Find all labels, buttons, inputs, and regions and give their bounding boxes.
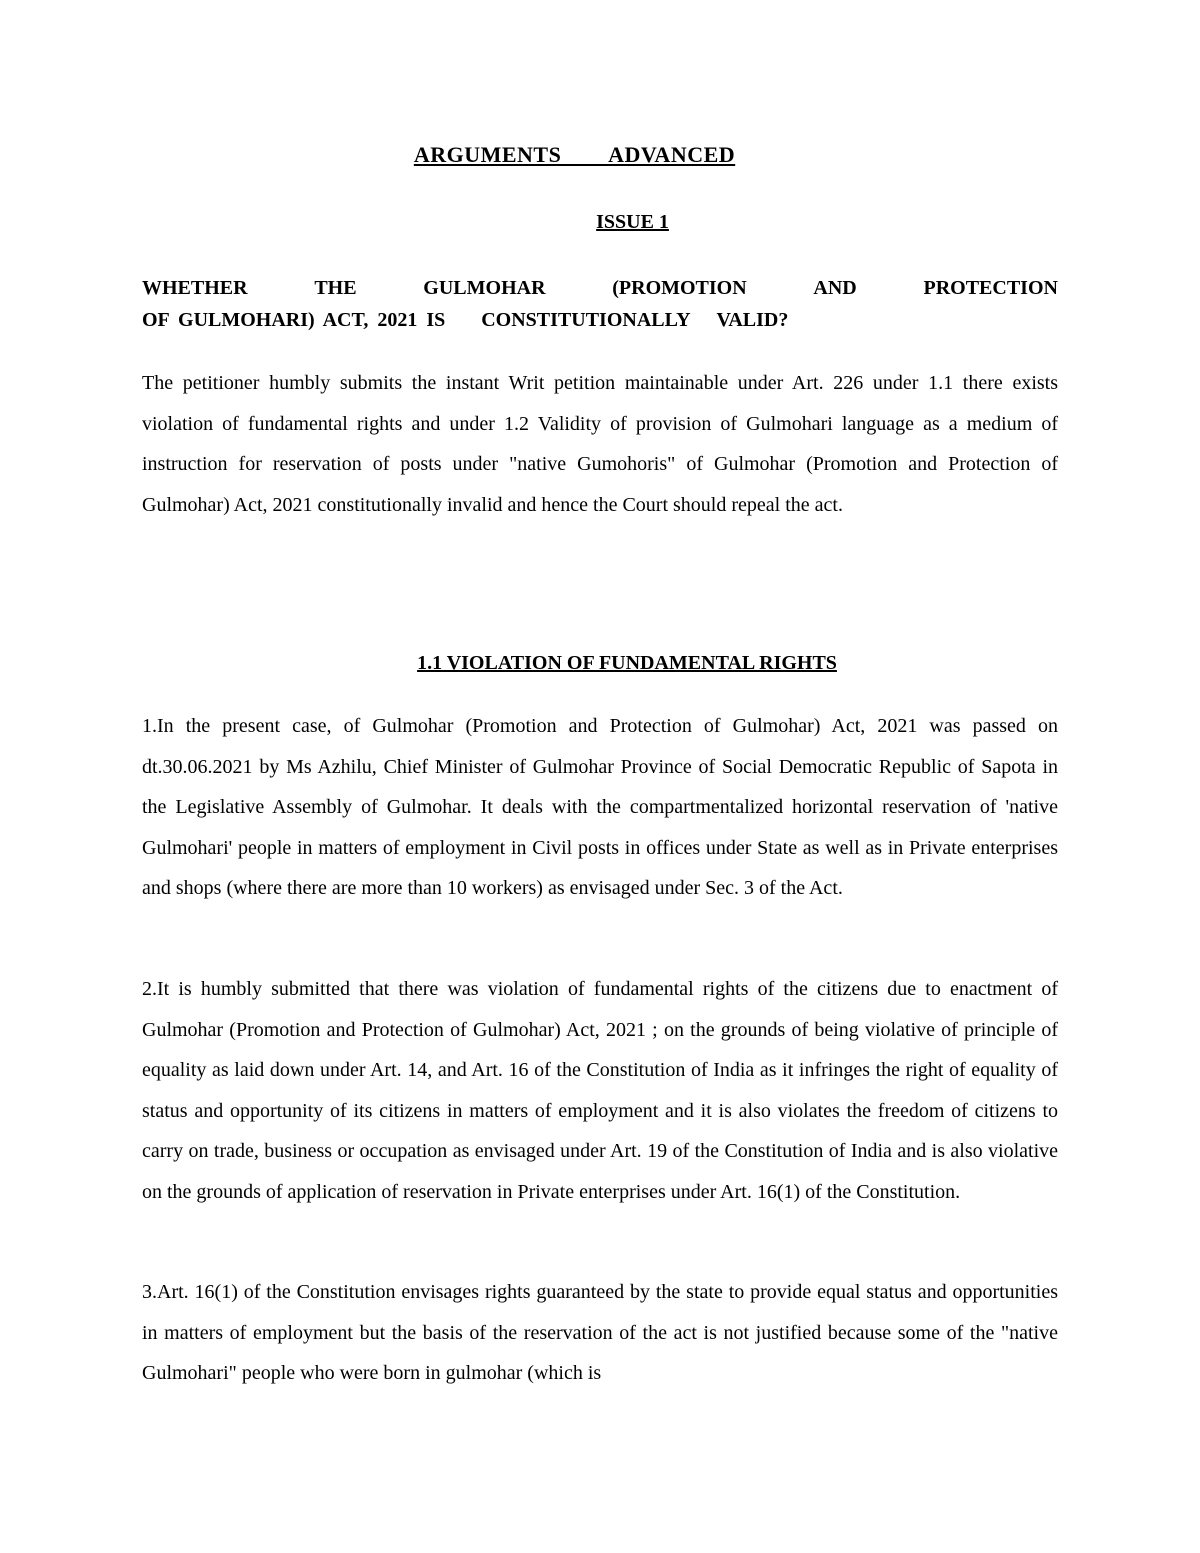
paragraph-1: 1.In the present case, of Gulmohar (Promotion and Protection of Gulmohar) Act, 2021 was passed on dt.30.06.2021 by Ms Azhilu, Chief Minister of Gulmohar Province of Social Democratic Republic of Sapota in the Legislative Assembly of Gulmohar. It deals with the compartmentalized horizontal reservation of 'native Gulmohari' people in matters of employment in Civil posts in offices under State as well as in Private enterprises and shops (where there are more than 10 workers) as envisaged under Sec. 3 of the Act. — [142, 715, 1058, 899]
issue-heading-line-1 — [142, 268, 1058, 300]
issue-heading-line-2: OF GULMOHARI) ACT, 2021 IS CONSTITUTIONALLY VALID? — [142, 309, 789, 331]
paragraph-3: 3.Art. 16(1) of the Constitution envisages rights guaranteed by the state to provide equal status and opportunities in matters of employment but the basis of the reservation of the act is not justified because some of the "native Gulmohari" people who were born in gulmohar (which is — [142, 1281, 1058, 1384]
paragraph-2: 2.It is humbly submitted that there was violation of fundamental rights of the citizens due to enactment of Gulmohar (Promotion and Protection of Gulmohar) Act, 2021 ; on the grounds of being violative of principle of equality as laid down under Art. 14, and Art. 16 of the Constitution of India as it infringes the right of equality of status and opportunity of its citizens in matters of employment and it is also violates the freedom of citizens to carry on trade, business or occupation as envisaged under Art. 19 of the Constitution of India and is also violative on the grounds of application of reservation in Private enterprises under Art. 16(1) of the Constitution. — [142, 978, 1058, 1203]
section-heading: 1.1 VIOLATION OF FUNDAMENTAL RIGHTS — [417, 652, 837, 674]
issue-label: ISSUE 1 — [596, 211, 669, 233]
intro-paragraph: The petitioner humbly submits the instant Writ petition maintainable under Art. 226 under 1.1 there exists violation of fundamental rights and under 1.2 Validity of provision of Gulmohari language as a medium of instruction for reservation of posts under "native Gumohoris" of Gulmohar (Promotion and Protection of Gulmohar) Act, 2021 constitutionally invalid and hence the Court should repeal the act. — [142, 372, 1058, 516]
issue-heading-word: THE — [314, 277, 357, 299]
issue-heading — [142, 268, 1058, 340]
issue-heading-word: (PROMOTION — [612, 277, 747, 299]
document-title: ARGUMENTS ADVANCED — [413, 142, 736, 167]
issue-heading-word: GULMOHAR — [423, 277, 546, 299]
issue-heading-word: WHETHER — [142, 277, 248, 299]
issue-heading-word: AND — [813, 277, 857, 299]
issue-heading-word: PROTECTION — [923, 277, 1058, 299]
